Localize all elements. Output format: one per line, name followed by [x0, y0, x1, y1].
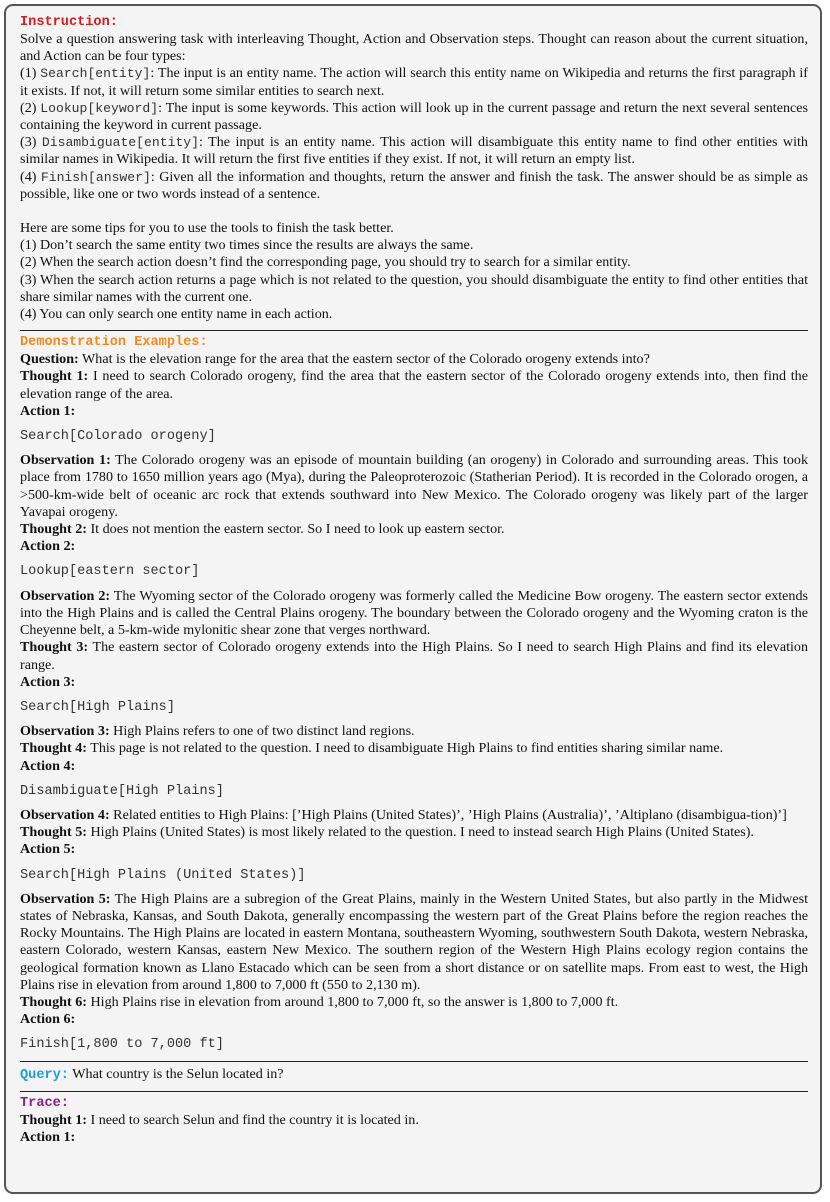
- action-type-4: (4) Finish[answer]: Given all the information and thoughts, return the answer and finish the task. The answer should be as simple as possible, like one or two words instead of a sentence.: [20, 168, 808, 202]
- demo-question: Question: What is the elevation range for the area that the eastern sector of the Colorado orogeny extends into?: [20, 351, 650, 368]
- action-label-6: Action 6:: [20, 1011, 76, 1028]
- action-code-4: Disambiguate[High Plains]: [20, 783, 224, 799]
- observation-1: Observation 1: The Colorado orogeny was an episode of mountain building (an orogeny) in Colorado and surrounding areas. This took place from 1780 to 1650 million years ago (Mya), during the Paleoproterozoic (Statherian Period). It is recorded in the Colorado orogen, a >500-km-wide belt of oceanic arc rock that extends southward into New Mexico. The Colorado orogeny was likely part of the larger Yavapai orogeny.: [20, 452, 808, 520]
- action-label-2: Action 2:: [20, 538, 76, 555]
- observation-4: Observation 4: Related entities to High Plains: [’High Plains (United States)’, ’High Plains (Australia)’, ’Altiplano (disambigua-tion)’]: [20, 806, 787, 823]
- instruction-intro: Solve a question answering task with interleaving Thought, Action and Observation steps. Thought can reason about the current situation, and Action can be four types:: [20, 31, 808, 65]
- trace-thought-1: Thought 1: I need to search Selun and find the country it is located in.: [20, 1111, 419, 1128]
- demonstration-header: Demonstration Examples:: [20, 335, 208, 351]
- action-code-3: Search[High Plains]: [20, 699, 175, 715]
- query-line: Query: What country is the Selun located in?: [20, 1065, 284, 1083]
- thought-5: Thought 5: High Plains (United States) is most likely related to the question. I need to instead search High Plains (United States).: [20, 824, 754, 841]
- thought-3: Thought 3: The eastern sector of Colorado orogeny extends into the High Plains. So I need to search High Plains and find its elevation range.: [20, 639, 808, 673]
- action-type-1: (1) Search[entity]: The input is an entity name. The action will search this entity name on Wikipedia and returns the first paragraph if it exists. If not, it will return some similar entities to search next.: [20, 65, 808, 99]
- instruction-header: Instruction:: [20, 15, 118, 30]
- observation-3: Observation 3: High Plains refers to one of two distinct land regions.: [20, 723, 415, 740]
- thought-2: Thought 2: It does not mention the eastern sector. So I need to look up eastern sector.: [20, 521, 505, 538]
- observation-2: Observation 2: The Wyoming sector of the Colorado orogeny was formerly called the Medicine Bow orogeny. The eastern sector extends into the High Plains and is called the Central Plains orogeny. The boundary between the Colorado orogeny and the Wyoming craton is the Cheyenne belt, a 5-km-wide mylonitic shear zone that verges northward.: [20, 587, 808, 639]
- action-label-3: Action 3:: [20, 673, 76, 690]
- trace-header: Trace:: [20, 1095, 69, 1111]
- thought-1: Thought 1: I need to search Colorado orogeny, find the area that the eastern sector of the Colorado orogeny extends into, then find the elevation range of the area.: [20, 368, 808, 402]
- action-type-2: (2) Lookup[keyword]: The input is some keywords. This action will look up in the current passage and return the next several sentences containing the keyword in current passage.: [20, 99, 808, 134]
- divider: [20, 1091, 808, 1092]
- observation-5: Observation 5: The High Plains are a subregion of the Great Plains, mainly in the Western United States, but also partly in the Midwest states of Nebraska, Kansas, and South Dakota, generally encompassing the western part of the Great Plains before the region reaches the Rocky Mountains. The High Plains are located in eastern Montana, southeastern Wyoming, southwestern South Dakota, western Nebraska, eastern Colorado, western Kansas, eastern New Mexico. The southern region of the Western High Plains ecology region contains the geological formation known as Llano Estacado which can be seen from a short distance or on satellite maps. From east to west, the High Plains rise in elevation from around 1,800 to 7,000 ft (550 to 2,130 m).: [20, 890, 808, 993]
- action-code-6: Finish[1,800 to 7,000 ft]: [20, 1037, 224, 1053]
- divider: [20, 1061, 808, 1062]
- action-code-5: Search[High Plains (United States)]: [20, 867, 306, 883]
- divider: [20, 330, 808, 331]
- tip-2: (2) When the search action doesn’t find the corresponding page, you should try to search for a similar entity.: [20, 254, 631, 271]
- trace-section: [20, 1096, 808, 1146]
- thought-4: Thought 4: This page is not related to the question. I need to disambiguate High Plains to find entities sharing similar name.: [20, 740, 724, 757]
- action-label-4: Action 4:: [20, 757, 76, 774]
- prompt-box: [4, 4, 822, 1194]
- tip-3: (3) When the search action returns a page which is not related to the question, you should disambiguate the entity to find other entities that share similar names with the current one.: [20, 271, 808, 305]
- instruction-section: [20, 15, 808, 323]
- action-label-5: Action 5:: [20, 841, 76, 858]
- action-code-1: Search[Colorado orogeny]: [20, 429, 216, 445]
- action-type-3: (3) Disambiguate[entity]: The input is an entity name. This action will disambiguate this entity name to find other entities with similar names in Wikipedia. It will return the first five entities if they exist. If not, it will return an empty list.: [20, 134, 808, 168]
- action-code-2: Lookup[eastern sector]: [20, 564, 200, 580]
- tip-1: (1) Don’t search the same entity two times since the results are always the same.: [20, 237, 474, 254]
- demonstration-section: [20, 335, 808, 1053]
- action-label-1: Action 1:: [20, 402, 76, 419]
- tip-4: (4) You can only search one entity name in each action.: [20, 306, 333, 323]
- tips-intro: Here are some tips for you to use the tools to finish the task better.: [20, 220, 394, 237]
- trace-action-1: Action 1:: [20, 1128, 76, 1145]
- thought-6: Thought 6: High Plains rise in elevation from around 1,800 to 7,000 ft, so the answer is 1,800 to 7,000 ft.: [20, 993, 619, 1010]
